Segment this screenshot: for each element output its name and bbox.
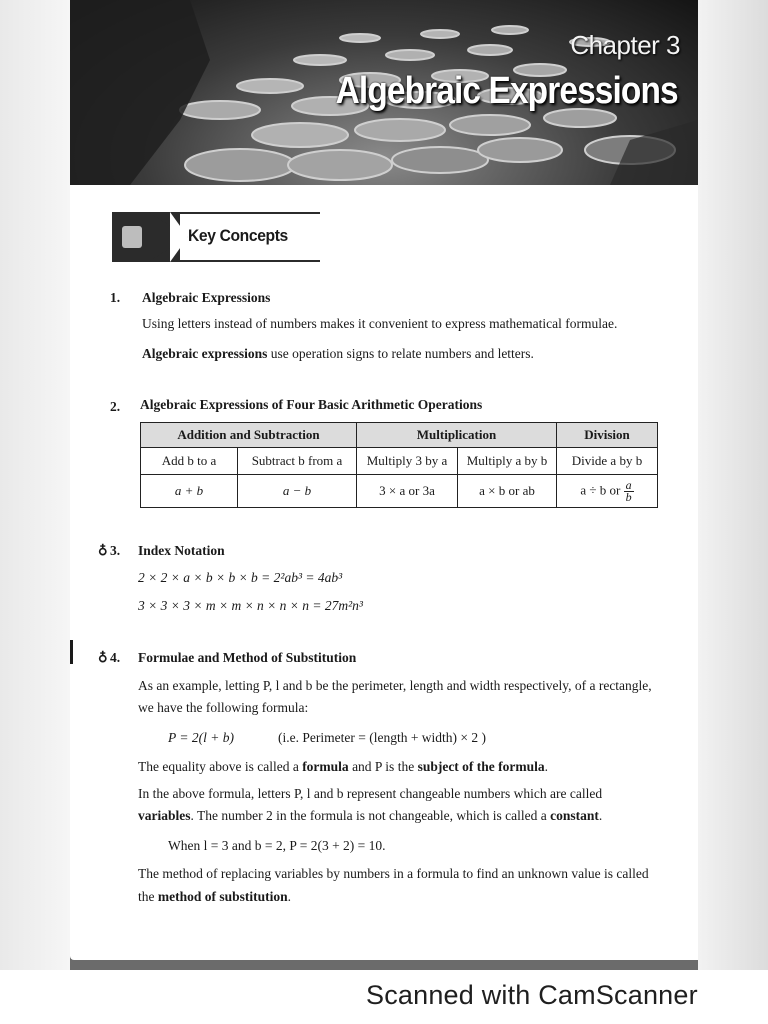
table-header: Multiplication: [357, 423, 557, 448]
operations-table: [140, 422, 658, 508]
section-2-heading: Algebraic Expressions of Four Basic Arithmetic Operations: [140, 397, 483, 412]
section-4-para-3-line-2: variables. The number 2 in the formula is not changeable, which is called a constant.: [138, 808, 603, 823]
chapter-banner: [70, 0, 698, 185]
term-formula: formula: [302, 759, 349, 774]
perimeter-formula: P = 2(l + b): [168, 730, 234, 745]
section-4-heading: Formulae and Method of Substitution: [138, 650, 357, 665]
chapter-title: Algebraic Expressions: [335, 70, 678, 112]
term-variables: variables: [138, 808, 191, 823]
term-constant: constant: [550, 808, 599, 823]
index-equation-2: 3 × 3 × 3 × m × m × n × n × n = 27m²n³: [138, 598, 363, 613]
table-cell: a − b: [238, 475, 357, 508]
term-method-of-substitution: method of substitution: [157, 889, 288, 904]
section-1-number: 1.: [110, 290, 121, 305]
section-3-heading: Index Notation: [138, 543, 225, 558]
key-concepts-title: Key Concepts: [188, 226, 288, 245]
scan-left-margin: [0, 0, 70, 970]
textbook-page: [70, 0, 698, 960]
section-4-para-4-line-2: the method of substitution.: [138, 889, 292, 904]
camscanner-watermark: Scanned with CamScanner: [366, 980, 698, 1010]
fraction-a-over-b: $\frac{a}{b}$: [625, 477, 632, 504]
notebook-icon: [122, 226, 142, 248]
table-cell: a ÷ b or $\frac{a}{b}$: [557, 475, 658, 508]
index-equation-1: 2 × 2 × a × b × b × b = 2²ab³ = 4ab³: [138, 570, 343, 585]
table-cell: a + b: [141, 475, 238, 508]
table-cell: a × b or ab: [458, 475, 557, 508]
margin-bar: [70, 640, 73, 664]
table-header: Division: [557, 423, 658, 448]
perimeter-formula-note: (i.e. Perimeter = (length + width) × 2 ): [278, 730, 487, 745]
section-4-para-1-line-1: As an example, letting P, l and b be the perimeter, length and width respectively, of a rectangle,: [138, 678, 652, 693]
section-1-line-1: Using letters instead of numbers makes it convenient to express mathematical formulae.: [142, 316, 618, 331]
section-3-number: 3.: [110, 543, 121, 558]
section-2-number: 2.: [110, 399, 121, 414]
section-4-para-2: The equality above is called a formula and P is the subject of the formula.: [138, 759, 549, 774]
term-subject-of-formula: subject of the formula: [417, 759, 545, 774]
table-cell: Divide a by b: [557, 448, 658, 475]
substitution-example: When l = 3 and b = 2, P = 2(3 + 2) = 10.: [168, 838, 386, 853]
table-header: Addition and Subtraction: [141, 423, 357, 448]
table-cell: 3 × a or 3a: [357, 475, 458, 508]
table-cell: Subtract b from a: [238, 448, 357, 475]
section-4-para-1-line-2: we have the following formula:: [138, 700, 309, 715]
section-4-para-4-line-1: The method of replacing variables by numbers in a formula to find an unknown value is called: [138, 866, 649, 881]
margin-mark-icon: ♁: [98, 543, 108, 558]
chapter-number: Chapter 3: [570, 30, 680, 60]
section-4-number: 4.: [110, 650, 121, 665]
section-1-line-2: Algebraic expressions use operation signs to relate numbers and letters.: [142, 346, 534, 361]
section-4-para-3-line-1: In the above formula, letters P, l and b represent changeable numbers which are called: [138, 786, 603, 801]
margin-mark-icon: ♁: [98, 650, 108, 665]
table-cell: Multiply 3 by a: [357, 448, 458, 475]
table-cell: Add b to a: [141, 448, 238, 475]
table-cell: Multiply a by b: [458, 448, 557, 475]
scan-right-margin: [698, 0, 768, 970]
section-1-heading: Algebraic Expressions: [142, 290, 271, 305]
term-algebraic-expressions: Algebraic expressions: [142, 346, 268, 361]
